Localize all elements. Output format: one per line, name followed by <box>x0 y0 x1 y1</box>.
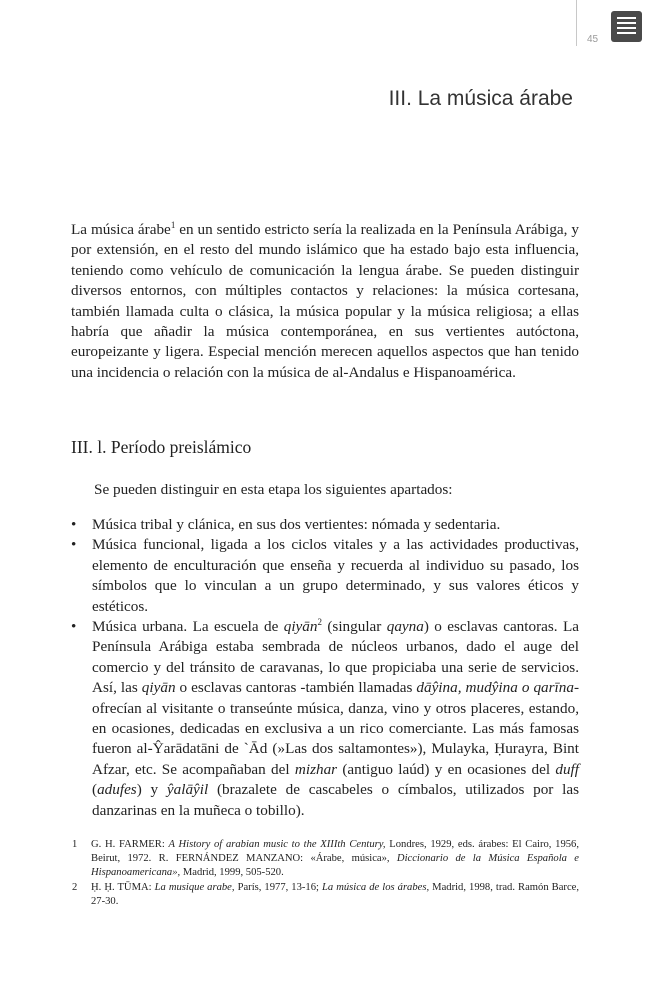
footnotes <box>71 838 579 909</box>
footnote-text: G. H. FARMER: <box>91 839 169 850</box>
list-item-text: Música funcional, ligada a los ciclos vitales y a las actividades productivas, elemento de enculturación que enseña y recuerda al individuo su pasado, los símbolos que lo vinculan a un grupo determinado, y sus valores éticos y estéticos. <box>92 536 579 615</box>
italic-term: qayna <box>386 618 424 636</box>
footnote-text: Londres, 1929, eds. árabes: El Cairo, 1956, Beirut, 1972. R. FERNÁNDEZ MANZANO: «Árabe, música», <box>91 839 579 865</box>
page-number: 45 <box>587 34 599 45</box>
footnote-title: La musique arabe, <box>154 881 235 893</box>
list-item <box>71 617 579 821</box>
intro-text: La música árabe <box>71 221 171 238</box>
italic-term: duff <box>555 760 579 778</box>
footnote-title: A History of arabian music to the XIIIth Century, <box>168 839 386 850</box>
footnote-2 <box>71 881 579 909</box>
italic-term: dāŷina, mudŷina o qarīna <box>416 679 574 697</box>
footnote-text: Madrid, 1999, 505-520. <box>180 867 284 879</box>
list-item-text: ) y <box>136 781 167 799</box>
bullet-icon: • <box>71 618 77 636</box>
italic-term: qiyān <box>141 679 176 697</box>
list-item-text: (brazalete de cascabeles o címbalos, utilizados por las danzarinas en la muñeca o tobillo). <box>92 781 579 819</box>
footnote-title: Diccionario de la Música Española e Hispanoamericana», <box>91 853 579 879</box>
footnote-text: Ḥ. Ḥ. TŪMA: <box>91 881 155 893</box>
footnote-number: 2 <box>72 881 78 893</box>
italic-term: ŷalāŷil <box>166 781 209 799</box>
list-item-text: Música tribal y clánica, en sus dos vertientes: nómada y sedentaria. <box>92 516 501 533</box>
list-item <box>71 515 579 535</box>
footnote-text: Madrid, 1998, trad. Ramón Barce, 27-30. <box>91 881 579 907</box>
chapter-title: III. La música árabe <box>388 87 573 110</box>
section-title: III. l. Período preislámico <box>71 437 252 457</box>
footnote-1 <box>71 838 579 881</box>
intro-paragraph <box>71 220 579 383</box>
intro-text-cont: en un sentido estricto sería la realizada en la Península Arábiga, y por extensión, en el resto del mundo islámico que ha estado bajo esta influencia, teniendo como vehículo de comunicación la lengua árabe. Se pueden distinguir diversos entornos, con múltiples contactos y relaciones: la música cortesana, también llamada culta o clásica, la música popular y la música religiosa; a ellas habría que añadir la música contemporánea, en sus vertientes autóctona, europeizante y ligera. Especial mención merecen aquellos aspectos que han tenido una incidencia o relación con la música de al-Andalus e Hispanoamérica. <box>71 221 579 381</box>
footnote-ref-2[interactable]: 2 <box>317 616 322 627</box>
footnote-text: París, 1977, 13-16; <box>234 881 322 893</box>
list-item-text: (singular <box>321 618 387 636</box>
section-intro: Se pueden distinguir en esta etapa los siguientes apartados: <box>94 481 453 498</box>
menu-icon <box>617 17 636 34</box>
header-divider <box>576 0 577 46</box>
list-item-text: (antiguo laúd) y en ocasiones del <box>337 760 556 778</box>
list-item-text: - ofrecían al visitante o transeúnte música, danza, vino y otros placeres, estando, en ocasiones, dedicadas en exclusiva a un rico comerciante. Las más famosas fueron al-Ŷarādatāni de `Ād (»Las dos saltamontes»), Mulayka, Ḥurayra, Bint Afzar, etc. Se acompañaban del <box>92 679 580 778</box>
footnote-title: La música de los árabes, <box>321 881 430 893</box>
italic-term: adufes <box>97 781 137 799</box>
list-item-text: ( <box>92 781 98 799</box>
list-item-text: Música urbana. La escuela de <box>92 618 284 636</box>
italic-term: mizhar <box>294 760 338 778</box>
footnote-number: 1 <box>72 839 78 850</box>
bullet-icon: • <box>71 516 77 533</box>
footnote-ref-1[interactable]: 1 <box>170 219 176 230</box>
list-item-text: o esclavas cantoras -también llamadas <box>175 679 417 697</box>
bullet-icon: • <box>71 536 77 554</box>
bullet-list <box>71 515 579 821</box>
list-item-text: ) o esclavas cantoras. La Península Arábiga estaba sembrada de núcleos urbanos, dado el auge del comercio y del tránsito de caravanas, lo que propiciaba una serie de servicios. Así, las <box>92 618 579 697</box>
list-item <box>71 535 579 617</box>
italic-term: qiyān <box>283 618 318 636</box>
menu-button[interactable] <box>611 11 642 42</box>
